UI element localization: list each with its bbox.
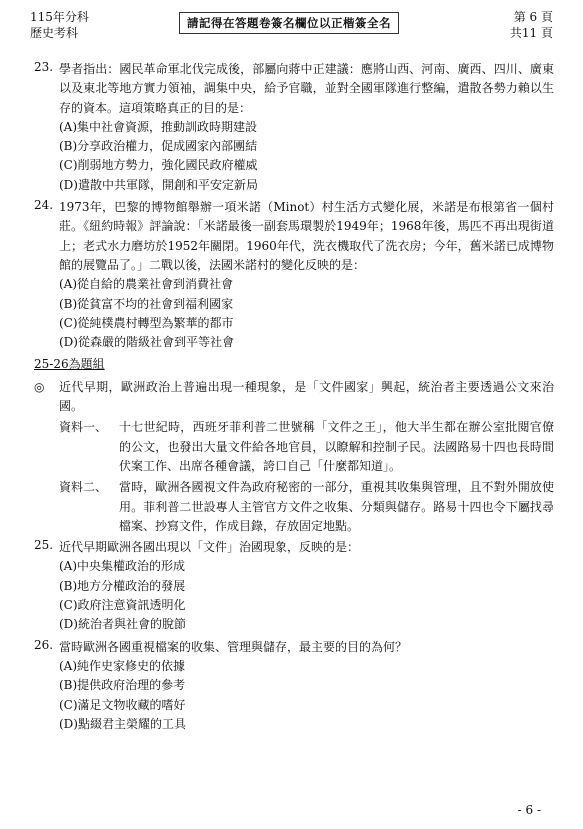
question-23: [34, 60, 554, 195]
option-b: (B)提供政府治理的參考: [59, 678, 186, 693]
material-two-text: 當時，歐洲各國視文件為政府秘密的一部分，重視其收集與管理，且不對外開放使用。菲利普二世設專人主管官方文件之收集、分類與儲存。路易十四也令下屬找尋檔案、抄寫文件，作成目錄，存放固定地點。: [119, 480, 554, 533]
question-number: 26.: [34, 637, 54, 652]
page-footer: - 6 -: [517, 803, 541, 817]
exam-subject: 歷史考科: [30, 26, 79, 40]
material-one: [34, 418, 554, 476]
option-a: (A)集中社會資源，推動訓政時期建設: [59, 119, 258, 134]
circle-bullet-icon: ◎: [34, 379, 45, 394]
option-c: (C)削弱地方勢力，強化國民政府權威: [59, 158, 258, 173]
total-pages: 共11 頁: [509, 26, 553, 40]
group-intro: [34, 378, 554, 417]
material-two: [34, 478, 554, 536]
question-stem: 學者指出：國民革命軍北伐完成後，部屬向蔣中正建議：應將山西、河南、廣西、四川、廣東以及東北等地方實力領袖，調集中央，給予官職，並對全國軍隊進行整編，遣散各勢力賴以生存的資本。這項策略真正的目的是：: [59, 62, 554, 115]
material-two-label: 資料二、: [59, 480, 108, 495]
option-c: (C)從純樸農村轉型為繁華的都市: [59, 315, 234, 330]
question-number: 24.: [34, 198, 54, 213]
signature-notice: 請記得在答題卷簽名欄位以正楷簽全名: [179, 12, 399, 34]
option-b: (B)地方分權政治的發展: [59, 578, 186, 593]
material-one-text: 十七世紀時，西班牙菲利普二世號稱「文件之王」，他大半生都在辦公室批閱官僚的公文，也發出大量文件給各地官員，以瞭解和控制子民。法國路易十四也長時間伏案工作、出席各種會議，誇口自己「什麼都知道」。: [119, 420, 554, 473]
option-c: (C)滿足文物收藏的嗜好: [59, 697, 186, 712]
option-d: (D)統治者與社會的脫節: [59, 617, 186, 632]
option-d: (D)點綴君主榮耀的工具: [59, 716, 186, 731]
option-b: (B)從貧富不均的社會到福利國家: [59, 296, 234, 311]
option-b: (B)分享政治權力，促成國家內部團結: [59, 139, 258, 154]
option-c: (C)政府注意資訊透明化: [59, 598, 186, 613]
group-intro-text: 近代早期，歐洲政治上普遍出現一種現象，是「文件國家」興起，統治者主要透過公文來治國。: [59, 379, 554, 414]
question-stem: 近代早期歐洲各國出現以「文件」治國現象，反映的是：: [59, 540, 360, 555]
question-stem: 1973年，巴黎的博物館舉辦一項米諾（Minot）村生活方式變化展，米諾是布根第省一個村莊。《紐約時報》評論說：「米諾最後一副套馬環製於1949年；1968年後，馬匹不再出現街道上；老式水力磨坊於1952年關閉。1960年代，洗衣機取代了洗衣房；今年，舊米諾已成博物館的展覽品了。」二戰以後，法國米諾村的變化反映的是：: [59, 200, 554, 272]
header-subject: [30, 9, 89, 41]
exam-year: 115年分科: [30, 10, 89, 24]
option-a: (A)純作史家修史的依據: [59, 658, 186, 673]
header-page-info: [510, 9, 553, 41]
material-one-label: 資料一、: [59, 420, 108, 435]
question-24: [34, 198, 554, 352]
question-number: 23.: [34, 60, 54, 74]
question-stem: 當時歐洲各國重視檔案的收集、管理與儲存，最主要的目的為何？: [59, 639, 408, 654]
question-number: 25.: [34, 538, 54, 553]
option-a: (A)中央集權政治的形成: [59, 559, 186, 574]
question-26: [34, 638, 554, 734]
option-d: (D)遣散中共軍隊，開創和平安定新局: [59, 177, 258, 192]
option-a: (A)從自給的農業社會到消費社會: [59, 277, 234, 292]
question-group-title: 25-26為題組: [34, 357, 105, 372]
question-25: [34, 538, 554, 634]
page-number: 第 6 頁: [513, 10, 553, 24]
option-d: (D)從森嚴的階級社會到平等社會: [59, 335, 234, 350]
exam-content: [34, 60, 554, 737]
